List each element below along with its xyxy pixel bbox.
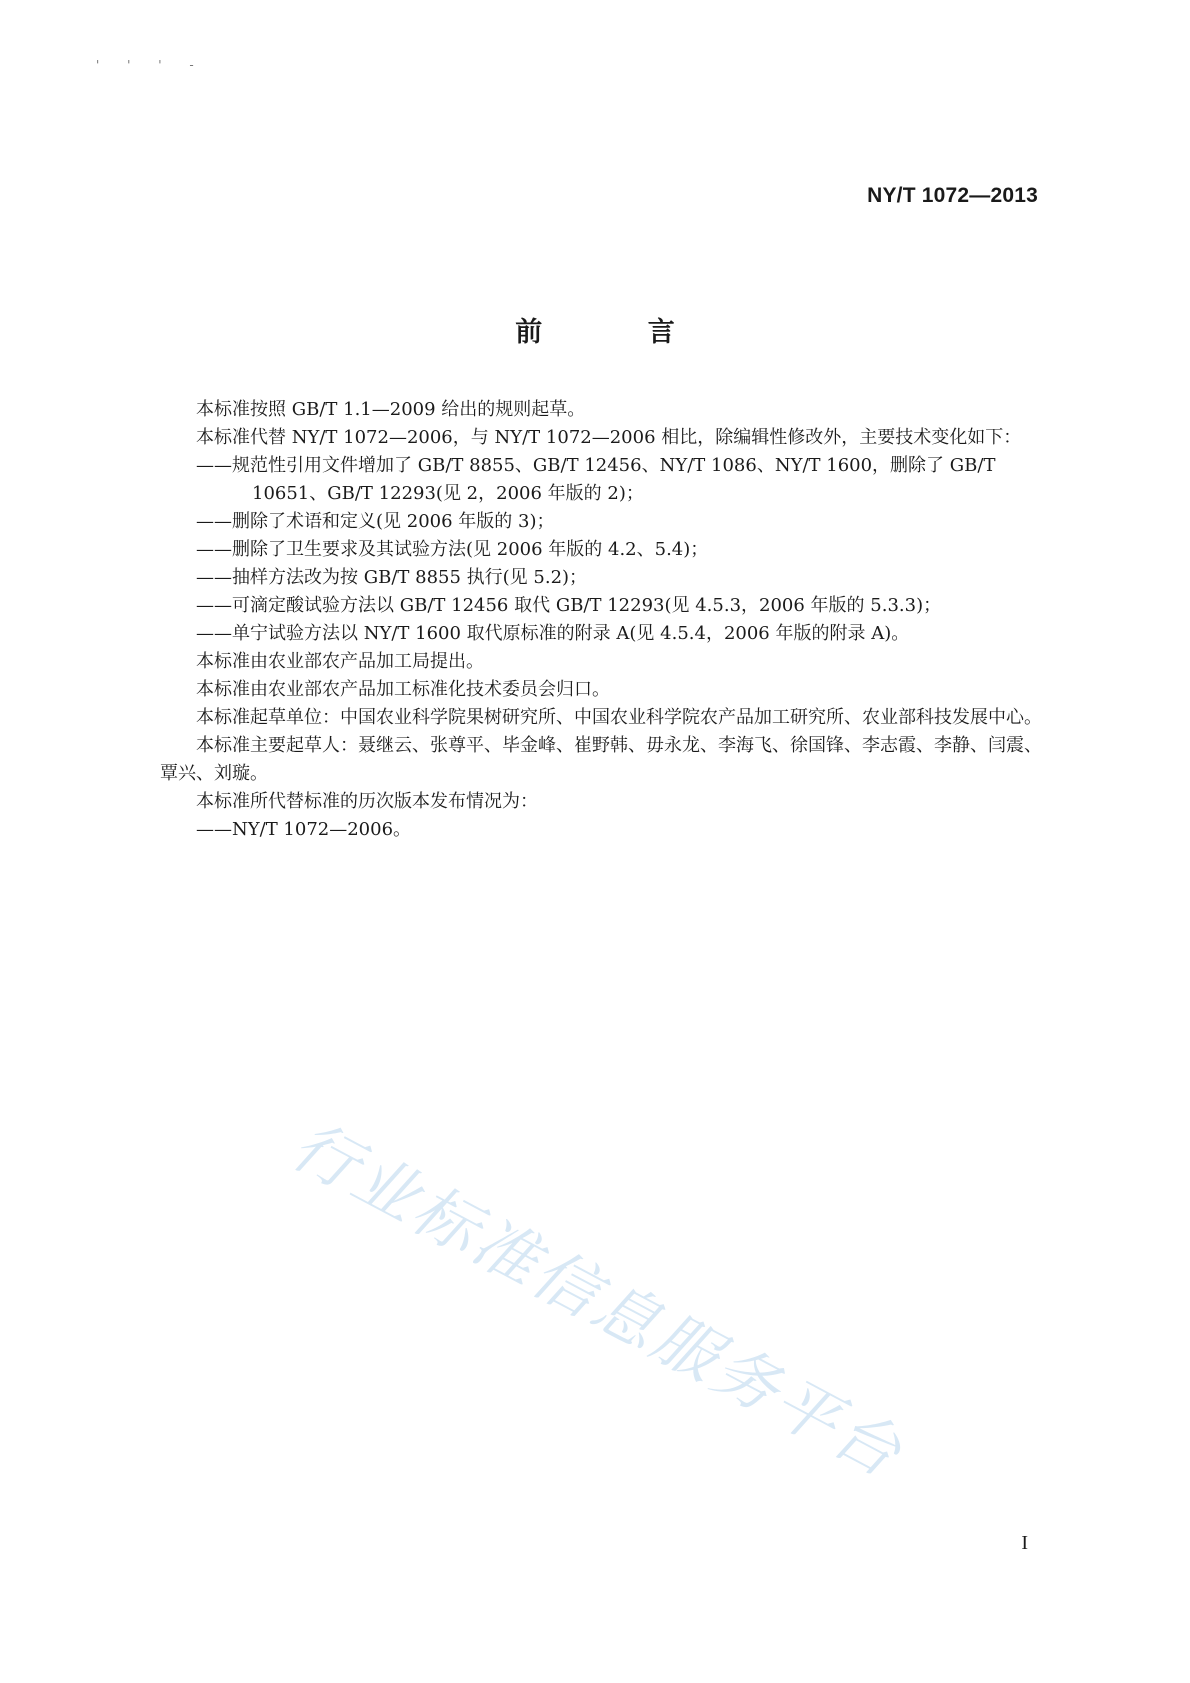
page-number: I [1021, 1532, 1028, 1554]
change-item: ——规范性引用文件增加了 GB/T 8855、GB/T 12456、NY/T 1086、NY/T 1600，删除了 GB/T 10651、GB/T 12293(见 2，2006 年版的 2)； [196, 455, 996, 504]
standard-number: NY/T 1072—2013 [867, 184, 1038, 207]
history-item: ——NY/T 1072—2006。 [196, 819, 412, 840]
change-item: ——删除了术语和定义(见 2006 年版的 3)； [196, 511, 555, 532]
change-item: ——删除了卫生要求及其试验方法(见 2006 年版的 4.2、5.4)； [196, 539, 709, 560]
paragraph-drafting-units: 本标准起草单位：中国农业科学院果树研究所、中国农业科学院农产品加工研究所、农业部科技发展中心。 [196, 707, 1042, 728]
paragraph-history-intro: 本标准所代替标准的历次版本发布情况为： [196, 791, 538, 812]
scan-marks: ' ' ' - [96, 58, 206, 72]
paragraph-committee: 本标准由农业部农产品加工标准化技术委员会归口。 [196, 679, 610, 700]
paragraph-drafting-rules: 本标准按照 GB/T 1.1—2009 给出的规则起草。 [196, 399, 586, 420]
change-item: ——抽样方法改为按 GB/T 8855 执行(见 5.2)； [196, 567, 588, 588]
change-item: ——单宁试验方法以 NY/T 1600 取代原标准的附录 A(见 4.5.4，2006 年版的附录 A)。 [196, 623, 910, 644]
page-title: 前 言 [515, 317, 723, 348]
document-body [160, 396, 1044, 844]
change-item: ——可滴定酸试验方法以 GB/T 12456 取代 GB/T 12293(见 4.5.3，2006 年版的 5.3.3)； [196, 595, 942, 616]
paragraph-drafters: 本标准主要起草人：聂继云、张尊平、毕金峰、崔野韩、毋永龙、李海飞、徐国锋、李志霞、李静、闫震、覃兴、刘璇。 [160, 735, 1042, 784]
paragraph-proposer: 本标准由农业部农产品加工局提出。 [196, 651, 484, 672]
watermark-text: 行业标准信息服务平台 [279, 1108, 915, 1494]
paragraph-replacement-note: 本标准代替 NY/T 1072—2006，与 NY/T 1072—2006 相比，除编辑性修改外，主要技术变化如下： [196, 427, 1022, 448]
